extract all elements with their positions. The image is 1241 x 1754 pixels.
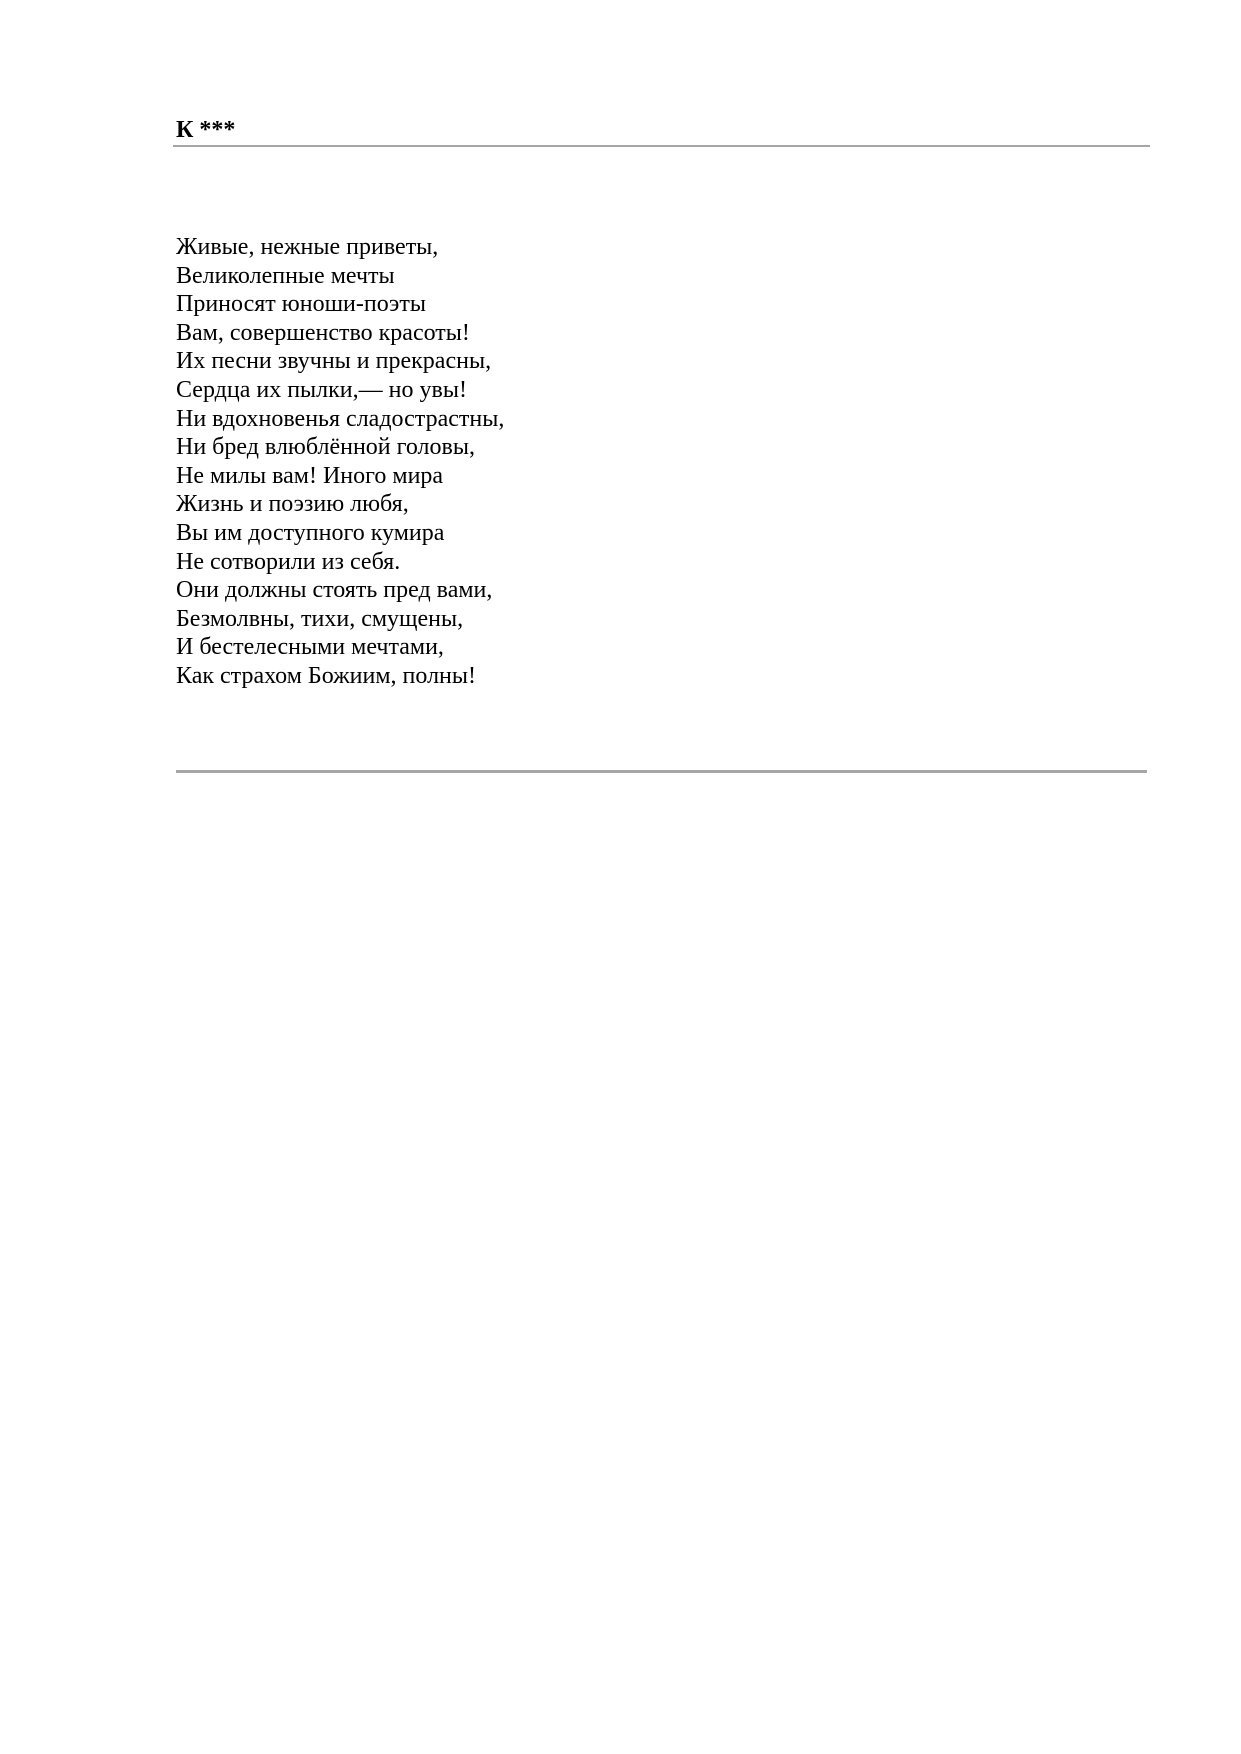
poem-line: Великолепные мечты [176,262,395,289]
page-title: К *** [176,117,236,143]
poem-line: Безмолвны, тихи, смущены, [176,605,464,632]
poem-line: Ни бред влюблённой головы, [176,434,475,461]
poem-line: Как страхом Божиим, полны! [176,662,477,689]
poem-line: Живые, нежные приветы, [176,234,439,260]
poem-line: Они должны стоять пред вами, [176,577,493,604]
poem-line: Не милы вам! Иного мира [176,462,444,489]
poem-line: Их песни звучны и прекрасны, [176,348,492,375]
poem-text [176,233,504,691]
poem-line: И бестелесными мечтами, [176,634,444,661]
poem-line: Жизнь и поэзию любя, [176,491,409,518]
bottom-divider [176,770,1147,773]
poem-line: Вам, совершенство красоты! [176,319,470,346]
poem-line: Сердца их пылки,— но увы! [176,376,467,403]
poem-line: Приносят юноши-поэты [176,291,426,318]
poem-line: Не сотворили из себя. [176,548,401,575]
poem-line: Вы им доступного кумира [176,519,445,546]
title-divider [173,145,1150,147]
poem-line: Ни вдохновенья сладострастны, [176,405,505,432]
